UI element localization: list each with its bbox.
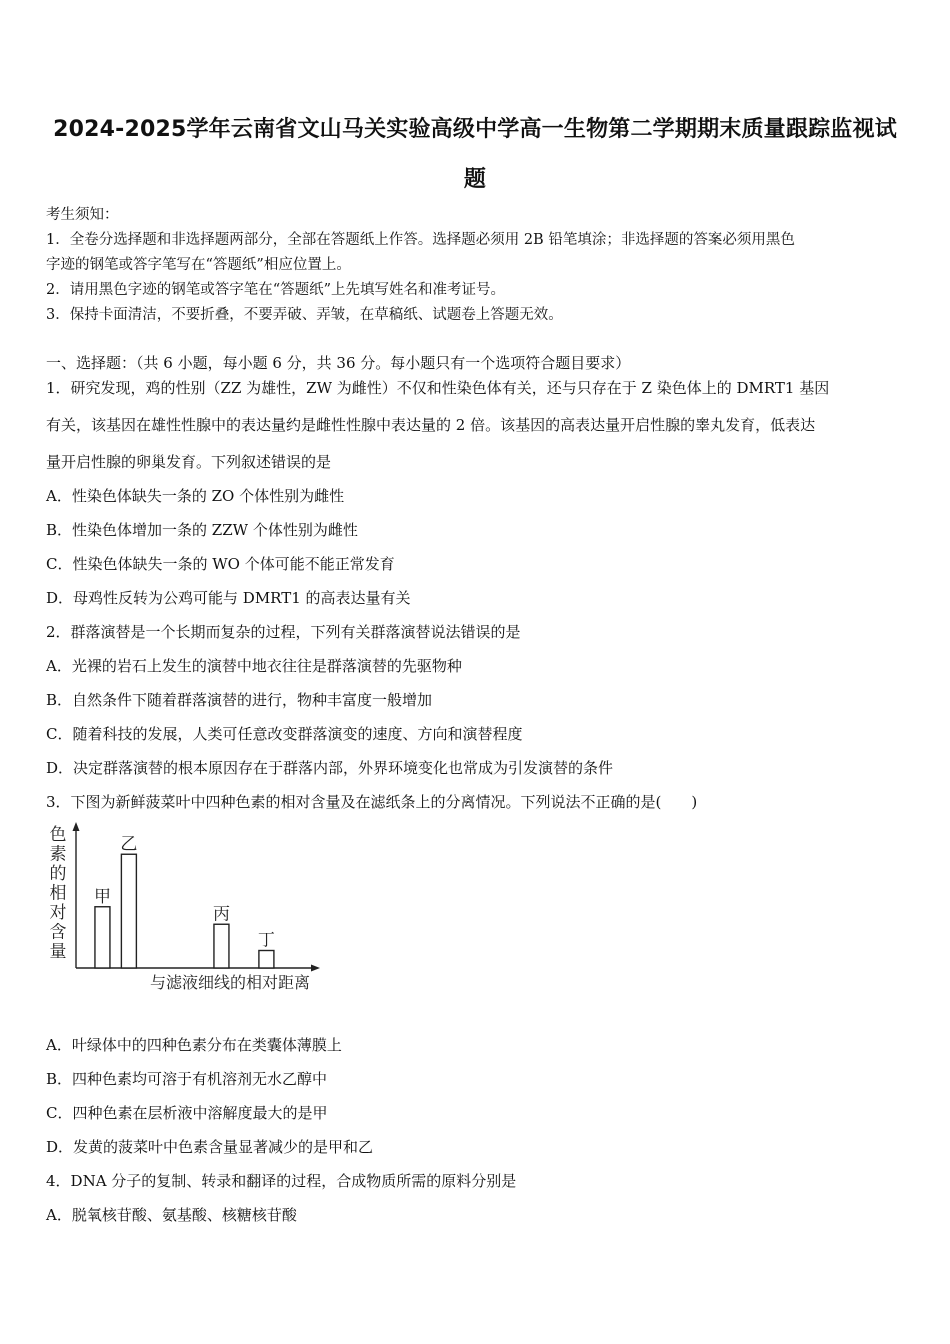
bar-3: [214, 924, 229, 968]
bar-label-1: 甲: [93, 886, 111, 907]
bar-4: [259, 951, 274, 969]
bar-label-3: 丙: [212, 904, 230, 925]
q3-option-b: B．四种色素均可溶于有机溶剂无水乙醇中: [46, 1070, 328, 1088]
q3-option-a: A．叶绿体中的四种色素分布在类囊体薄膜上: [46, 1036, 342, 1054]
bar-label-4: 丁: [257, 930, 275, 951]
q1-stem-line: 有关，该基因在雄性性腺中的表达量约是雌性性腺中表达量的 2 倍。该基因的高表达量开启性腺的睾丸发育，低表达: [46, 416, 816, 434]
q2-option-d: D．决定群落演替的根本原因存在于群落内部，外界环境变化也常成为引发演替的条件: [46, 759, 614, 777]
y-axis-label-char: 的: [49, 864, 67, 884]
y-axis-label-char: 素: [49, 844, 67, 865]
q2-option-a: A．光裸的岩石上发生的演替中地衣往往是群落演替的先驱物种: [46, 657, 462, 675]
q1-option-b: B．性染色体增加一条的 ZZW 个体性别为雌性: [46, 521, 358, 539]
notice-item: 2．请用黑色字迹的钢笔或答字笔在“答题纸”上先填写姓名和准考证号。: [46, 282, 506, 298]
q4-option-a: A．脱氧核苷酸、氨基酸、核糖核苷酸: [46, 1206, 297, 1224]
q1-stem-line: 1．研究发现，鸡的性别（ZZ 为雄性，ZW 为雌性）不仅和性染色体有关，还与只存在于 Z 染色体上的 DMRT1 基因: [46, 379, 830, 397]
section-heading: 一、选择题：（共 6 小题，每小题 6 分，共 36 分。每小题只有一个选项符合题目要求）: [46, 354, 631, 372]
q3-option-d: D．发黄的菠菜叶中色素含量显著减少的是甲和乙: [46, 1138, 374, 1156]
q3-stem: 3．下图为新鲜菠菜叶中四种色素的相对含量及在滤纸条上的分离情况。下列说法不正确的是( ): [46, 793, 698, 811]
q2-stem: 2．群落演替是一个长期而复杂的过程，下列有关群落演替说法错误的是: [46, 623, 521, 641]
x-axis-label: 与滤液细线的相对距离: [149, 973, 311, 992]
y-axis-label-char: 色: [49, 825, 67, 845]
q4-stem: 4．DNA 分子的复制、转录和翻译的过程，合成物质所需的原料分别是: [46, 1172, 517, 1190]
x-axis-arrow: [311, 965, 320, 972]
q1-option-c: C．性染色体缺失一条的 WO 个体可能不能正常发育: [46, 555, 395, 573]
y-axis-arrow: [73, 822, 80, 831]
bar-label-2: 乙: [120, 834, 138, 855]
y-axis-label-char: 量: [49, 942, 67, 962]
y-axis-label-char: 含: [49, 922, 67, 943]
bar-1: [95, 907, 110, 968]
y-axis-label-char: 对: [49, 903, 67, 923]
q2-option-b: B．自然条件下随着群落演替的进行，物种丰富度一般增加: [46, 691, 433, 709]
exam-title-line2: 题: [463, 167, 487, 192]
q1-option-d: D．母鸡性反转为公鸡可能与 DMRT1 的高表达量有关: [46, 589, 411, 607]
q1-stem-line: 量开启性腺的卵巢发育。下列叙述错误的是: [46, 453, 332, 471]
q1-option-a: A．性染色体缺失一条的 ZO 个体性别为雌性: [46, 487, 345, 505]
notice-heading: 考生须知：: [46, 207, 119, 223]
q2-option-c: C．随着科技的发展，人类可任意改变群落演变的速度、方向和演替程度: [46, 725, 523, 743]
notice-item: 1．全卷分选择题和非选择题两部分，全部在答题纸上作答。选择题必须用 2B 铅笔填涂；非选择题的答案必须用黑色: [46, 232, 795, 248]
notice-item: 3．保持卡面清洁，不要折叠，不要弄破、弄皱，在草稿纸、试题卷上答题无效。: [46, 307, 563, 323]
y-axis-label-char: 相: [49, 883, 67, 904]
q3-option-c: C．四种色素在层析液中溶解度最大的是甲: [46, 1104, 328, 1122]
bar-2: [121, 854, 136, 968]
exam-title-line1: 2024-2025学年云南省文山马关实验高级中学高一生物第二学期期末质量跟踪监视试: [53, 117, 897, 142]
pigment-chart: [44, 820, 334, 1002]
notice-item: 字迹的钢笔或答字笔写在“答题纸”相应位置上。: [46, 257, 351, 273]
